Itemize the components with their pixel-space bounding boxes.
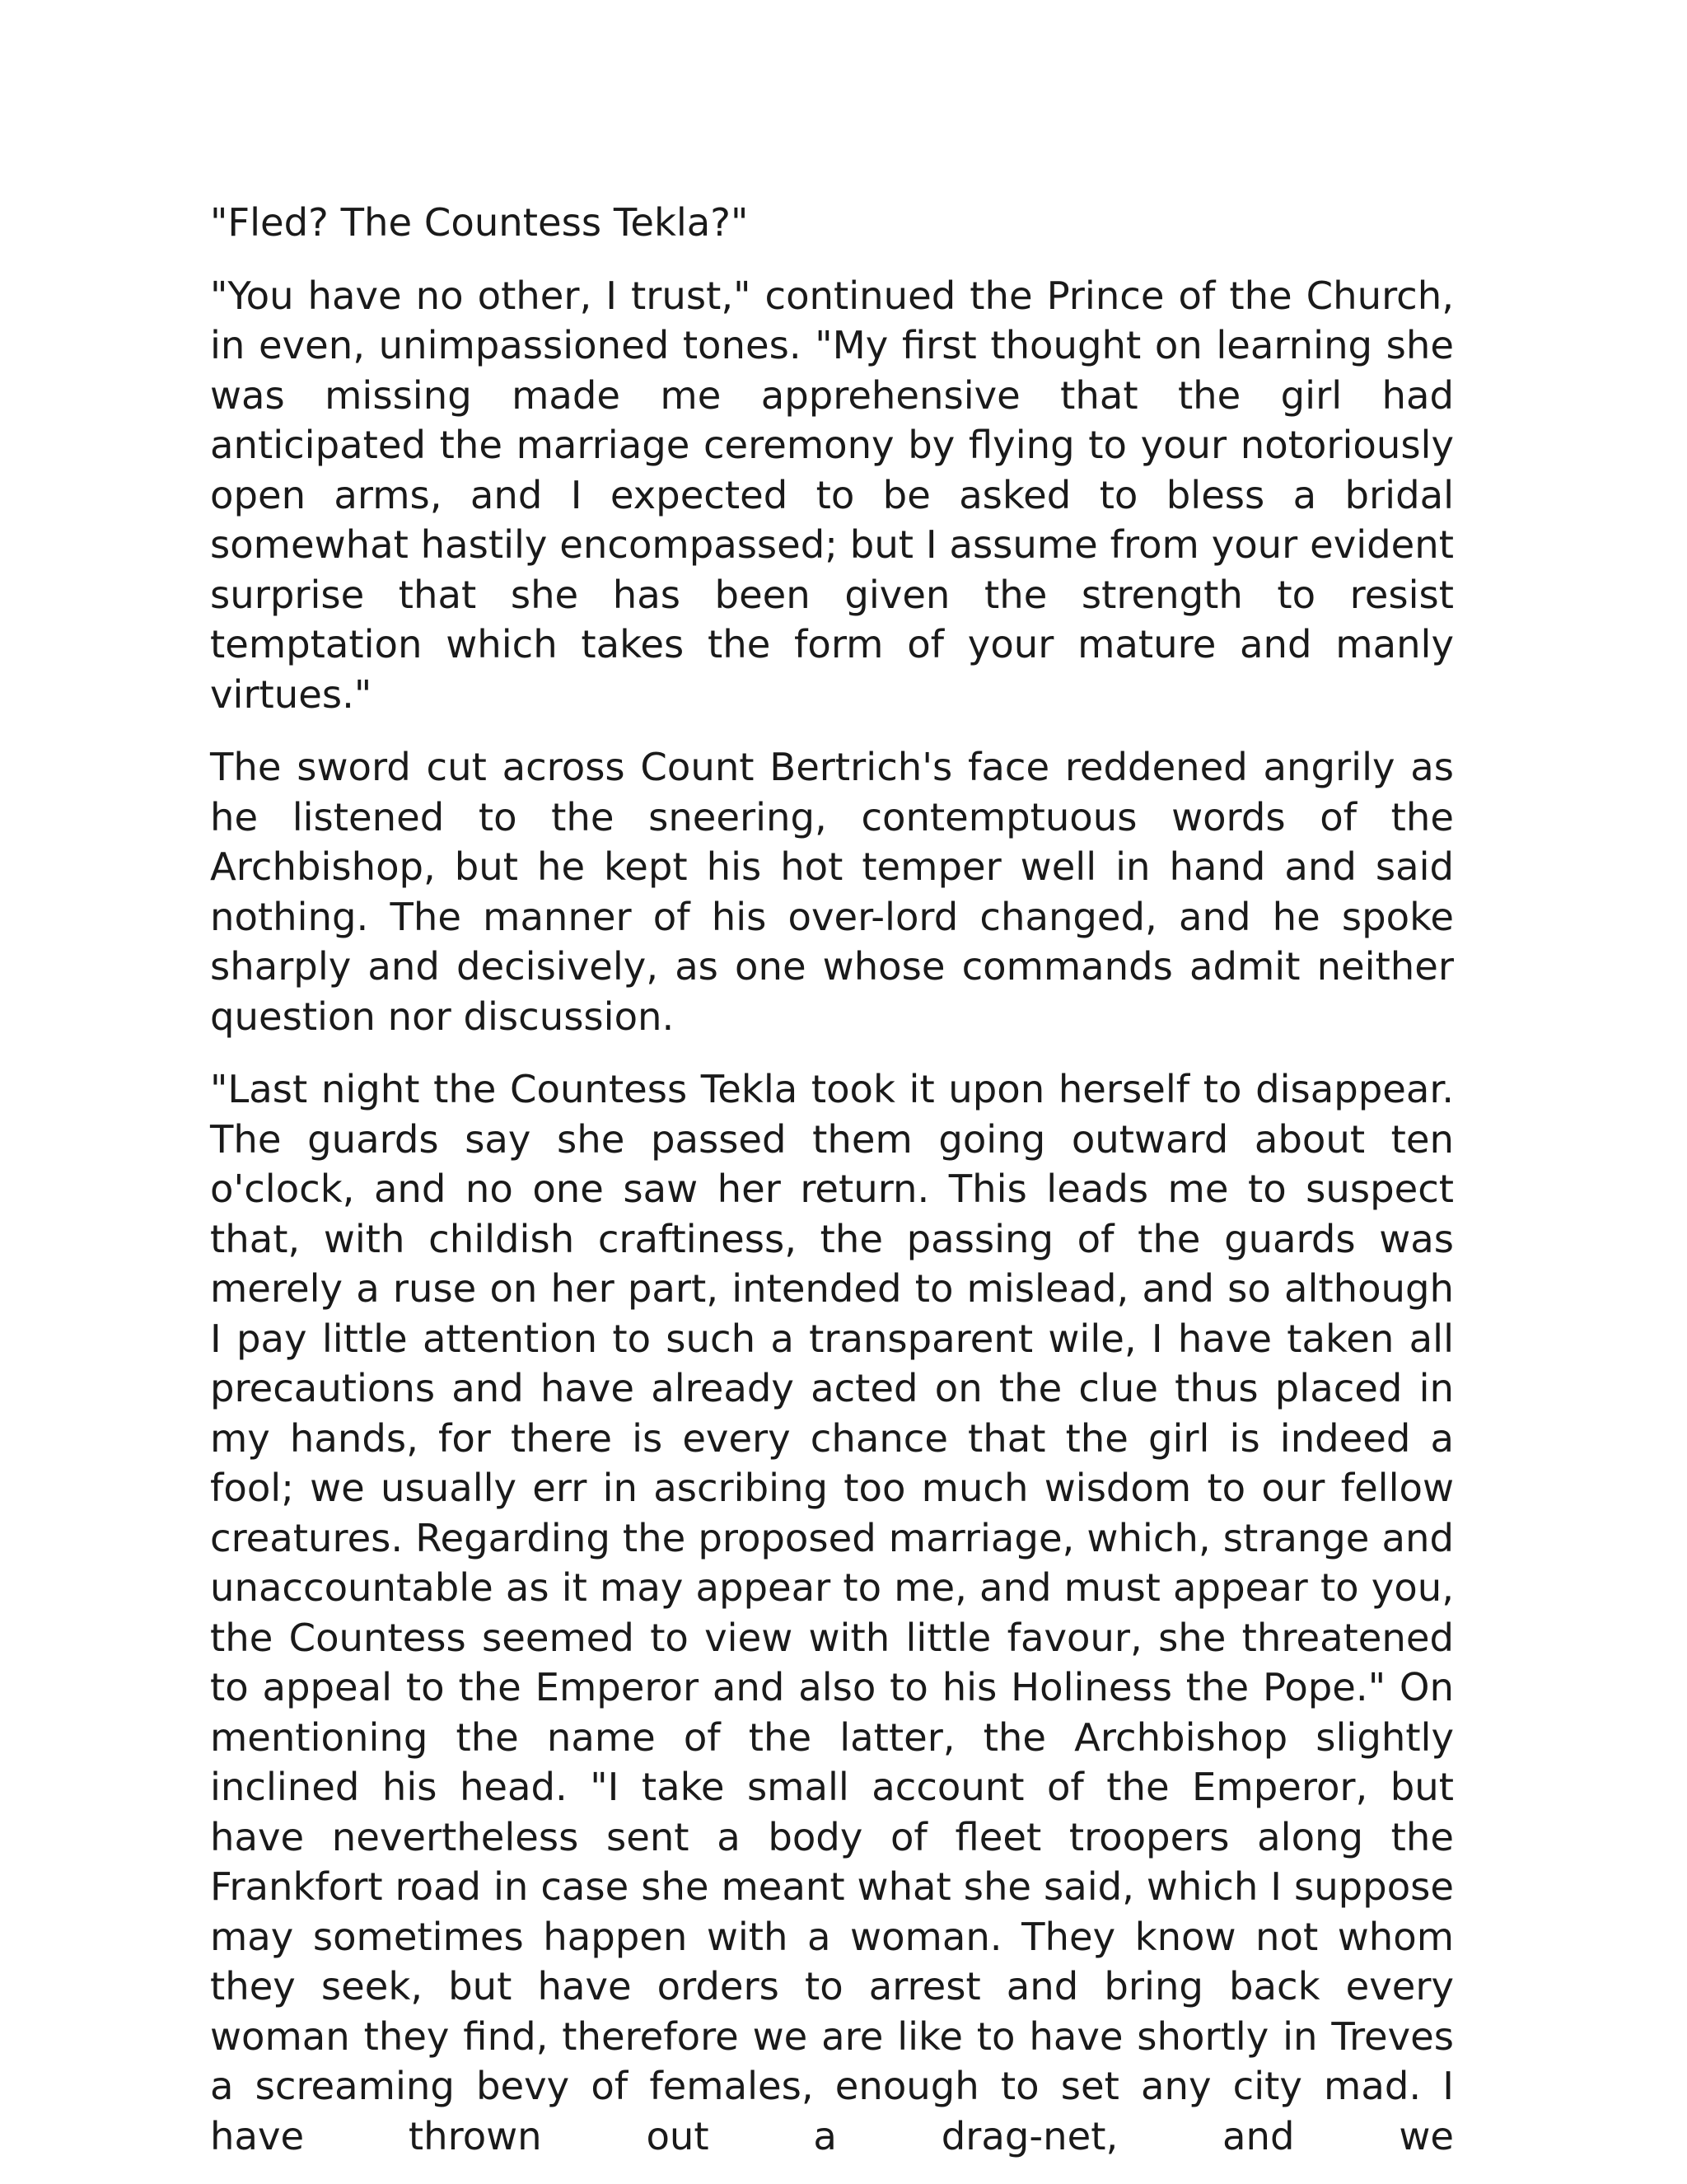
paragraph-count-bertrich: The sword cut across Count Bertrich's face reddened angrily as he listened to the sneering, contemptuous words of the Archbishop, but he kept his hot temper well in hand and said nothing. The manner of his over-lord changed, and he spoke sharply and decisively, as one whose commands admit neither question nor discussion. (210, 745, 1454, 1039)
paragraph-dialogue-fled: "Fled? The Countess Tekla?" (210, 200, 749, 245)
paragraph-archbishop-reply: "You have no other, I trust," continued the Prince of the Church, in even, unimpassioned tones. "My first thought on learning she was missing made me apprehensive that the girl had anticipated the marriage ceremony by flying to your notoriously open arms, and I expected to be asked to bless a bridal somewhat hastily encompassed; but I assume from your evident surprise that she has been given the strength to resist temptation which takes the form of your mature and manly virtues." (210, 273, 1454, 717)
paragraph-countess-disappearance: "Last night the Countess Tekla took it upon herself to disappear. The guards say she passed them going outward about ten o'clock, and no one saw her return. This leads me to suspect that, with childish craftiness, the passing of the guards was merely a ruse on her part, intended to mislead, and so although I pay little attention to such a transparent wile, I have taken all precautions and have already acted on the clue thus placed in my hands, for there is every chance that the girl is indeed a fool; we usually err in ascribing too much wisdom to our fellow creatures. Regarding the proposed marriage, which, strange and unaccountable as it may appear to me, and must appear to you, the Countess seemed to view with little favour, she threatened to appeal to the Emperor and also to his Holiness the Pope." On mentioning the name of the latter, the Archbishop slightly inclined his head. "I take small account of the Emperor, but have nevertheless sent a body of fleet troopers along the Frankfort road in case she meant what she said, which I suppose may sometimes happen with a woman. They know not whom they seek, but have orders to arrest and bring back every woman they find, therefore we are like to have shortly in Treves a screaming bevy of females, enough to set any city mad. I have thrown out a drag-net, and we (210, 1067, 1454, 2158)
book-page (210, 198, 1454, 2184)
